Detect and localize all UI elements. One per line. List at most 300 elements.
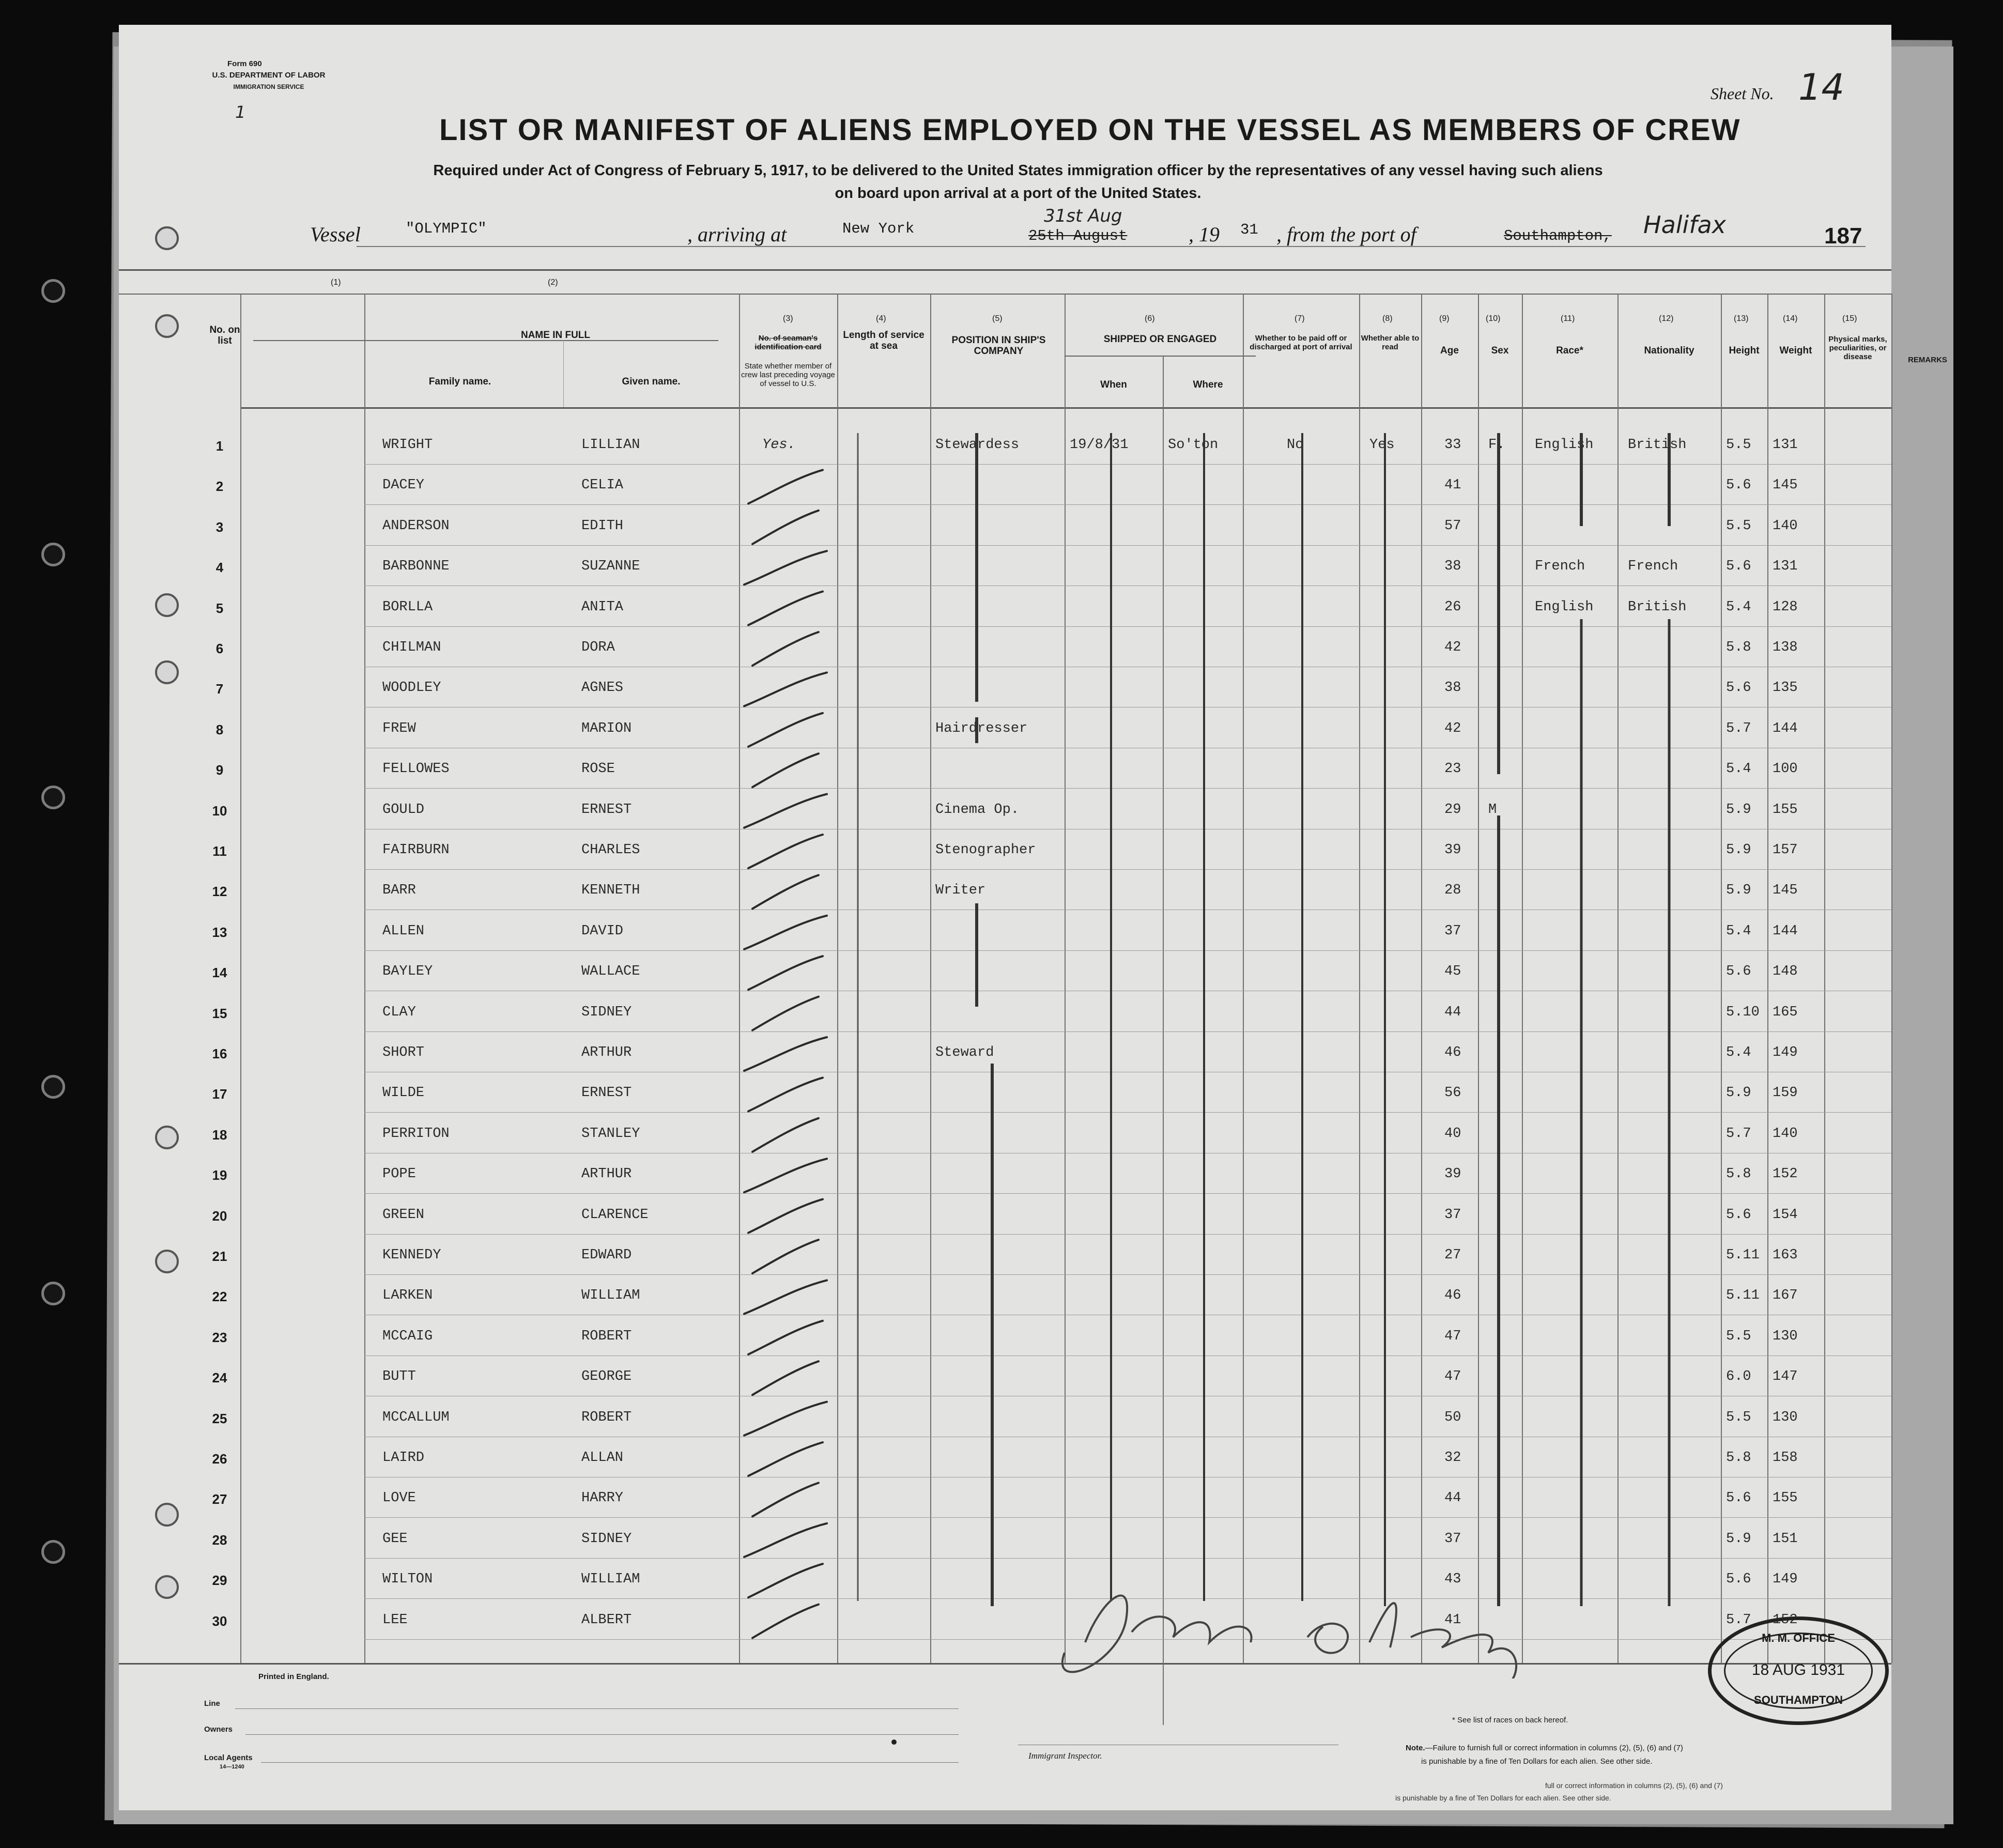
- cell-weight: 144: [1773, 720, 1798, 736]
- footer-owners-label: Owners: [204, 1725, 233, 1734]
- cell-weight: 163: [1773, 1248, 1798, 1263]
- cell-family: ANDERSON: [382, 518, 450, 534]
- footer-form-code: 14—1240: [220, 1764, 244, 1770]
- cell-weight: 135: [1773, 680, 1798, 696]
- cell-when: 19/8/31: [1070, 437, 1129, 453]
- cell-weight: 149: [1773, 1045, 1798, 1060]
- cell-family: BORLLA: [382, 599, 433, 615]
- cell-no: 15: [212, 1005, 227, 1021]
- cell-height: 5.4: [1726, 599, 1751, 615]
- cell-height: 6.0: [1726, 1369, 1751, 1385]
- cell-family: SHORT: [382, 1045, 425, 1060]
- cell-given: CELIA: [581, 478, 624, 494]
- column-number: (7): [1295, 314, 1305, 323]
- cell-height: 5.6: [1726, 478, 1751, 494]
- cell-weight: 152: [1773, 1612, 1798, 1628]
- cell-age: 28: [1444, 883, 1461, 899]
- cell-age: 42: [1444, 640, 1461, 655]
- cell-no: 23: [212, 1329, 227, 1345]
- cell-col3: Yes.: [762, 437, 796, 453]
- column-number: (14): [1783, 314, 1798, 323]
- cell-height: 5.11: [1726, 1288, 1760, 1304]
- cell-age: 46: [1444, 1288, 1461, 1304]
- stamp-top-text: M. M. OFFICE: [1762, 1631, 1835, 1644]
- header-id-card-note: State whether member of crew last preceding voyage of vessel to U.S.: [741, 362, 835, 388]
- cell-race: English: [1535, 599, 1594, 615]
- cell-age: 40: [1444, 1126, 1461, 1142]
- header-family-name: Family name.: [428, 376, 491, 387]
- cell-given: CHARLES: [581, 842, 640, 858]
- header-height: Height: [1729, 345, 1760, 356]
- penalty-note: [1406, 1742, 1683, 1768]
- printed-in: Printed in England.: [258, 1672, 329, 1681]
- column-number: (9): [1439, 314, 1450, 323]
- year-prefix: , 19: [1189, 223, 1220, 246]
- tick-mark: [748, 835, 823, 868]
- cell-no: 30: [212, 1613, 227, 1629]
- cell-given: ALBERT: [581, 1612, 632, 1628]
- margin-mark: 1: [235, 102, 246, 122]
- service-name: IMMIGRATION SERVICE: [233, 83, 304, 90]
- tick-mark: [744, 1159, 827, 1192]
- cell-height: 5.6: [1726, 680, 1751, 696]
- column-number: (10): [1486, 314, 1501, 323]
- tick-mark: [744, 1402, 827, 1436]
- cell-age: 23: [1444, 761, 1461, 777]
- cell-age: 57: [1444, 518, 1461, 534]
- cell-height: 5.4: [1726, 761, 1751, 777]
- cell-weight: 144: [1773, 923, 1798, 939]
- header-age: Age: [1440, 345, 1459, 356]
- cell-weight: 145: [1773, 478, 1798, 494]
- ditto-lines: [858, 433, 1669, 1606]
- column-number: (15): [1842, 314, 1857, 323]
- cell-height: 5.9: [1726, 802, 1751, 818]
- year-value: 31: [1240, 221, 1258, 238]
- tick-marks: [744, 470, 827, 1638]
- cell-height: 5.9: [1726, 842, 1751, 858]
- cell-age: 44: [1444, 1490, 1461, 1506]
- cell-age: 29: [1444, 802, 1461, 818]
- tick-mark: [744, 1037, 827, 1071]
- cell-height: 5.11: [1726, 1248, 1760, 1263]
- cell-age: 47: [1444, 1369, 1461, 1385]
- cell-family: WILDE: [382, 1085, 425, 1101]
- department-name: U.S. DEPARTMENT OF LABOR: [212, 71, 326, 80]
- cell-weight: 165: [1773, 1004, 1798, 1020]
- tick-mark: [752, 1361, 819, 1395]
- header-no-on-list: No. on list: [209, 325, 240, 346]
- column-number: (5): [992, 314, 1003, 323]
- cell-height: 5.6: [1726, 1572, 1751, 1588]
- note-label: Note.: [1406, 1744, 1425, 1752]
- tick-mark: [752, 753, 819, 787]
- footer-agents-rule: [261, 1762, 959, 1763]
- header-sex: Sex: [1491, 345, 1509, 356]
- subtitle-line: on board upon arrival at a port of the United States.: [835, 185, 1201, 202]
- binder-hole: [41, 279, 65, 303]
- tick-mark: [748, 1564, 823, 1597]
- cell-no: 29: [212, 1573, 227, 1589]
- cell-position: Stewardess: [935, 437, 1020, 453]
- cell-family: BARBONNE: [382, 559, 450, 575]
- cell-no: 4: [215, 560, 224, 576]
- vessel-label: Vessel: [310, 223, 361, 246]
- cell-age: 37: [1444, 923, 1461, 939]
- cell-age: 32: [1444, 1450, 1461, 1466]
- header-weight: Weight: [1779, 345, 1812, 356]
- cell-weight: 149: [1773, 1572, 1798, 1588]
- cell-age: 33: [1444, 437, 1461, 453]
- cell-weight: 167: [1773, 1288, 1798, 1304]
- note-text-2: is punishable by a fine of Ten Dollars for each alien. See other side.: [1421, 1757, 1653, 1766]
- cell-sex: M: [1488, 802, 1497, 818]
- column-number: (1): [331, 278, 341, 287]
- cell-height: 5.8: [1726, 1166, 1751, 1182]
- binder-hole: [41, 1075, 65, 1099]
- cell-no: 6: [215, 641, 224, 656]
- cell-no: 21: [212, 1249, 227, 1264]
- cell-no: 10: [212, 803, 227, 819]
- header-nationality: Nationality: [1644, 345, 1694, 356]
- cell-height: 5.4: [1726, 1045, 1751, 1060]
- cell-weight: 130: [1773, 1328, 1798, 1344]
- cell-no: 28: [212, 1532, 227, 1548]
- cell-family: CHILMAN: [382, 640, 441, 655]
- cell-nationality: French: [1628, 559, 1678, 575]
- cell-given: ROBERT: [581, 1409, 632, 1425]
- manifest-sheet: [119, 25, 1947, 1810]
- form-number: Form 690: [227, 59, 262, 68]
- tick-mark: [748, 470, 823, 503]
- cell-family: LEE: [382, 1612, 408, 1628]
- cell-position: Writer: [935, 883, 986, 899]
- cell-no: 13: [212, 924, 227, 940]
- cell-given: KENNETH: [581, 883, 640, 899]
- cell-position: Steward: [935, 1045, 994, 1060]
- tick-mark: [748, 1442, 823, 1476]
- cell-weight: 148: [1773, 964, 1798, 980]
- header-id-card: No. of seaman's identification card: [754, 334, 822, 351]
- cell-given: EDITH: [581, 518, 624, 534]
- from-port-label: , from the port of: [1276, 223, 1416, 246]
- cell-family: BAYLEY: [382, 964, 433, 980]
- cell-race: English: [1535, 437, 1594, 453]
- tick-mark: [744, 794, 827, 828]
- inspector-signature-mark: [1062, 1595, 1516, 1678]
- cell-family: WOODLEY: [382, 680, 441, 696]
- cell-height: 5.9: [1726, 1085, 1751, 1101]
- cell-age: 44: [1444, 1004, 1461, 1020]
- races-note: * See list of races on back hereof.: [1452, 1716, 1568, 1724]
- column-number: (13): [1734, 314, 1749, 323]
- cell-age: 50: [1444, 1409, 1461, 1425]
- cell-no: 14: [212, 965, 227, 981]
- cell-family: LARKEN: [382, 1288, 433, 1304]
- cell-family: MCCAIG: [382, 1328, 433, 1344]
- cell-family: MCCALLUM: [382, 1409, 450, 1425]
- cell-no: 3: [215, 519, 224, 535]
- cell-given: WALLACE: [581, 964, 640, 980]
- cell-family: BARR: [382, 883, 416, 899]
- header-shipped: SHIPPED OR ENGAGED: [1103, 334, 1217, 345]
- cell-height: 5.5: [1726, 518, 1751, 534]
- tick-mark: [752, 632, 819, 666]
- cell-age: 39: [1444, 1166, 1461, 1182]
- arriving-port: New York: [842, 220, 915, 237]
- cell-given: SIDNEY: [581, 1004, 632, 1020]
- column-number: (6): [1145, 314, 1155, 323]
- header-given-name: Given name.: [622, 376, 681, 387]
- tick-mark: [744, 551, 827, 584]
- cell-given: STANLEY: [581, 1126, 640, 1142]
- cell-height: 5.5: [1726, 437, 1751, 453]
- tick-mark: [748, 1321, 823, 1354]
- inspector-signature: [1142, 1694, 1145, 1695]
- cell-no: 9: [215, 762, 224, 778]
- cell-position: Stenographer: [935, 842, 1036, 858]
- cell-no: 19: [212, 1167, 227, 1183]
- cell-age: 41: [1444, 1612, 1461, 1628]
- binder-hole: [41, 786, 65, 809]
- cell-weight: 138: [1773, 640, 1798, 655]
- cell-given: EDWARD: [581, 1248, 632, 1263]
- cell-given: ARTHUR: [581, 1045, 632, 1060]
- cell-given: SIDNEY: [581, 1531, 632, 1547]
- note-text: —Failure to furnish full or correct information in columns (2), (5), (6) and (7): [1425, 1744, 1683, 1752]
- tick-mark: [744, 1523, 827, 1557]
- cell-given: AGNES: [581, 680, 624, 696]
- cell-position: Cinema Op.: [935, 802, 1020, 818]
- footer-line-rule: [235, 1708, 959, 1709]
- penalty-note-underlying: [1395, 1779, 1723, 1804]
- cell-age: 46: [1444, 1045, 1461, 1060]
- tick-mark: [752, 511, 819, 544]
- cell-age: 37: [1444, 1207, 1461, 1223]
- cell-no: 25: [212, 1410, 227, 1426]
- binder-hole: [41, 543, 65, 566]
- cell-family: LAIRD: [382, 1450, 425, 1466]
- cell-height: 5.8: [1726, 640, 1751, 655]
- cell-family: GREEN: [382, 1207, 425, 1223]
- header-paid-off: Whether to be paid off or discharged at port of arrival: [1250, 334, 1352, 351]
- cell-weight: 157: [1773, 842, 1798, 858]
- tick-mark: [748, 956, 823, 990]
- cell-height: 5.7: [1726, 720, 1751, 736]
- tick-mark: [748, 713, 823, 747]
- cell-age: 38: [1444, 680, 1461, 696]
- stamp-date: 18 AUG 1931: [1751, 1661, 1845, 1678]
- binder-hole: [41, 1282, 65, 1305]
- cell-family: LOVE: [382, 1490, 416, 1506]
- cell-weight: 155: [1773, 1490, 1798, 1506]
- header-remarks: REMARKS: [1908, 356, 1947, 364]
- cell-no: 16: [212, 1046, 227, 1061]
- cell-family: ALLEN: [382, 923, 425, 939]
- column-number: (12): [1659, 314, 1674, 323]
- header-able-read: Whether able to read: [1361, 334, 1420, 351]
- cell-age: 41: [1444, 478, 1461, 494]
- cell-weight: 158: [1773, 1450, 1798, 1466]
- column-number: (11): [1561, 314, 1575, 323]
- cell-sex: F.: [1488, 437, 1505, 453]
- tick-mark: [752, 997, 819, 1030]
- tick-mark: [744, 672, 827, 706]
- inspector-label: Immigrant Inspector.: [1028, 1751, 1102, 1761]
- header-name-in-full: NAME IN FULL: [520, 330, 591, 341]
- sheet-number: 14: [1798, 66, 1845, 109]
- cell-height: 5.7: [1726, 1126, 1751, 1142]
- cell-family: GEE: [382, 1531, 408, 1547]
- cell-weight: 128: [1773, 599, 1798, 615]
- cell-given: CLARENCE: [581, 1207, 649, 1223]
- cell-family: PERRITON: [382, 1126, 450, 1142]
- cell-height: 5.9: [1726, 883, 1751, 899]
- cell-given: GEORGE: [581, 1369, 632, 1385]
- cell-no: 20: [212, 1208, 227, 1224]
- footer-line-label: Line: [204, 1699, 220, 1708]
- cell-position: Hairdresser: [935, 720, 1028, 736]
- column-number: (2): [548, 278, 558, 287]
- tick-mark: [744, 916, 827, 949]
- cell-no: 5: [215, 600, 224, 616]
- cell-no: 18: [212, 1127, 227, 1143]
- cell-no: 1: [215, 438, 224, 454]
- cell-age: 27: [1444, 1248, 1461, 1263]
- tick-mark: [752, 1118, 819, 1152]
- cell-given: MARION: [581, 720, 632, 736]
- tick-mark: [752, 875, 819, 908]
- cell-family: CLAY: [382, 1004, 416, 1020]
- from-port-handwritten: Halifax: [1643, 211, 1726, 239]
- tick-mark: [752, 1240, 819, 1273]
- cell-weight: 152: [1773, 1166, 1798, 1182]
- cell-no: 24: [212, 1370, 227, 1386]
- cell-given: LILLIAN: [581, 437, 640, 453]
- cell-height: 5.6: [1726, 1490, 1751, 1506]
- cell-weight: 154: [1773, 1207, 1798, 1223]
- cell-age: 42: [1444, 720, 1461, 736]
- column-number: (3): [783, 314, 793, 323]
- from-port-struck: Southampton,: [1504, 227, 1612, 244]
- cell-weight: 159: [1773, 1085, 1798, 1101]
- cell-age: 45: [1444, 964, 1461, 980]
- cell-given: HARRY: [581, 1490, 624, 1506]
- cell-family: KENNEDY: [382, 1248, 441, 1263]
- cell-family: FELLOWES: [382, 761, 450, 777]
- cell-height: 5.10: [1726, 1004, 1760, 1020]
- cell-given: DAVID: [581, 923, 624, 939]
- cell-nationality: British: [1628, 437, 1687, 453]
- cell-family: FREW: [382, 720, 416, 736]
- cell-weight: 100: [1773, 761, 1798, 777]
- cell-height: 5.6: [1726, 1207, 1751, 1223]
- subtitle-line: Required under Act of Congress of February 5, 1917, to be delivered to the United States immigration officer by the representatives of any vessel having such aliens: [433, 162, 1603, 179]
- cell-given: DORA: [581, 640, 615, 655]
- cell-family: BUTT: [382, 1369, 416, 1385]
- dot-mark: [891, 1739, 897, 1745]
- cell-age: 37: [1444, 1531, 1461, 1547]
- cell-age: 56: [1444, 1085, 1461, 1101]
- cell-no: 22: [212, 1289, 227, 1305]
- cell-read: Yes: [1369, 437, 1395, 453]
- cell-given: ERNEST: [581, 802, 632, 818]
- date-struck: 25th August: [1028, 227, 1128, 244]
- cell-given: ALLAN: [581, 1450, 624, 1466]
- cell-given: SUZANNE: [581, 559, 640, 575]
- underlying-note-line: is punishable by a fine of Ten Dollars for each alien. See other side.: [1395, 1794, 1611, 1802]
- cell-age: 47: [1444, 1328, 1461, 1344]
- cell-no: 26: [212, 1451, 227, 1467]
- cell-where: So'ton: [1168, 437, 1219, 453]
- tick-mark: [748, 592, 823, 625]
- cell-family: POPE: [382, 1166, 416, 1182]
- arriving-label: , arriving at: [687, 223, 787, 246]
- cell-height: 5.8: [1726, 1450, 1751, 1466]
- cell-no: 7: [215, 681, 224, 697]
- sheet-label: Sheet No.: [1711, 84, 1774, 103]
- header-length-service: Length of service at sea: [843, 330, 925, 351]
- binder-hole: [41, 1540, 65, 1564]
- cell-given: ROSE: [581, 761, 615, 777]
- cell-height: 5.9: [1726, 1531, 1751, 1547]
- column-number: (4): [876, 314, 886, 323]
- cell-height: 5.5: [1726, 1328, 1751, 1344]
- cell-weight: 131: [1773, 437, 1798, 453]
- header-when: When: [1100, 379, 1127, 390]
- cell-height: 5.4: [1726, 923, 1751, 939]
- cell-age: 43: [1444, 1572, 1461, 1588]
- cell-race: French: [1535, 559, 1585, 575]
- cell-no: 17: [212, 1086, 227, 1102]
- cell-height: 5.6: [1726, 964, 1751, 980]
- cell-family: WRIGHT: [382, 437, 433, 453]
- cell-height: 5.7: [1726, 1612, 1751, 1628]
- cell-weight: 151: [1773, 1531, 1798, 1547]
- cell-weight: 155: [1773, 802, 1798, 818]
- cell-family: WILTON: [382, 1572, 433, 1588]
- column-divider: [1891, 294, 1892, 1663]
- handwritten-marks: [119, 25, 1891, 1678]
- cell-family: FAIRBURN: [382, 842, 450, 858]
- office-stamp: [1708, 1616, 1889, 1725]
- header-race: Race*: [1556, 345, 1583, 356]
- stamp-bottom-text: SOUTHAMPTON: [1754, 1693, 1843, 1706]
- tick-mark: [748, 1199, 823, 1233]
- cell-weight: 140: [1773, 1126, 1798, 1142]
- header-position: POSITION IN SHIP'S COMPANY: [951, 335, 1046, 357]
- cell-age: 39: [1444, 842, 1461, 858]
- cell-no: 27: [212, 1491, 227, 1507]
- cell-no: 2: [215, 479, 224, 495]
- list-number: 187: [1824, 223, 1862, 249]
- header-physical: Physical marks, peculiarities, or disease: [1828, 335, 1887, 361]
- cell-given: WILLIAM: [581, 1288, 640, 1304]
- tick-mark: [752, 1605, 819, 1638]
- footer-agents-label: Local Agents: [204, 1753, 253, 1762]
- document-title: LIST OR MANIFEST OF ALIENS EMPLOYED ON THE VESSEL AS MEMBERS OF CREW: [439, 113, 1741, 147]
- cell-age: 38: [1444, 559, 1461, 575]
- header-where: Where: [1193, 379, 1223, 390]
- cell-age: 26: [1444, 599, 1461, 615]
- cell-given: ANITA: [581, 599, 624, 615]
- cell-given: ARTHUR: [581, 1166, 632, 1182]
- cell-height: 5.5: [1726, 1409, 1751, 1425]
- cell-height: 5.6: [1726, 559, 1751, 575]
- cell-weight: 131: [1773, 559, 1798, 575]
- cell-weight: 145: [1773, 883, 1798, 899]
- date-handwritten: 31st Aug: [1044, 206, 1122, 226]
